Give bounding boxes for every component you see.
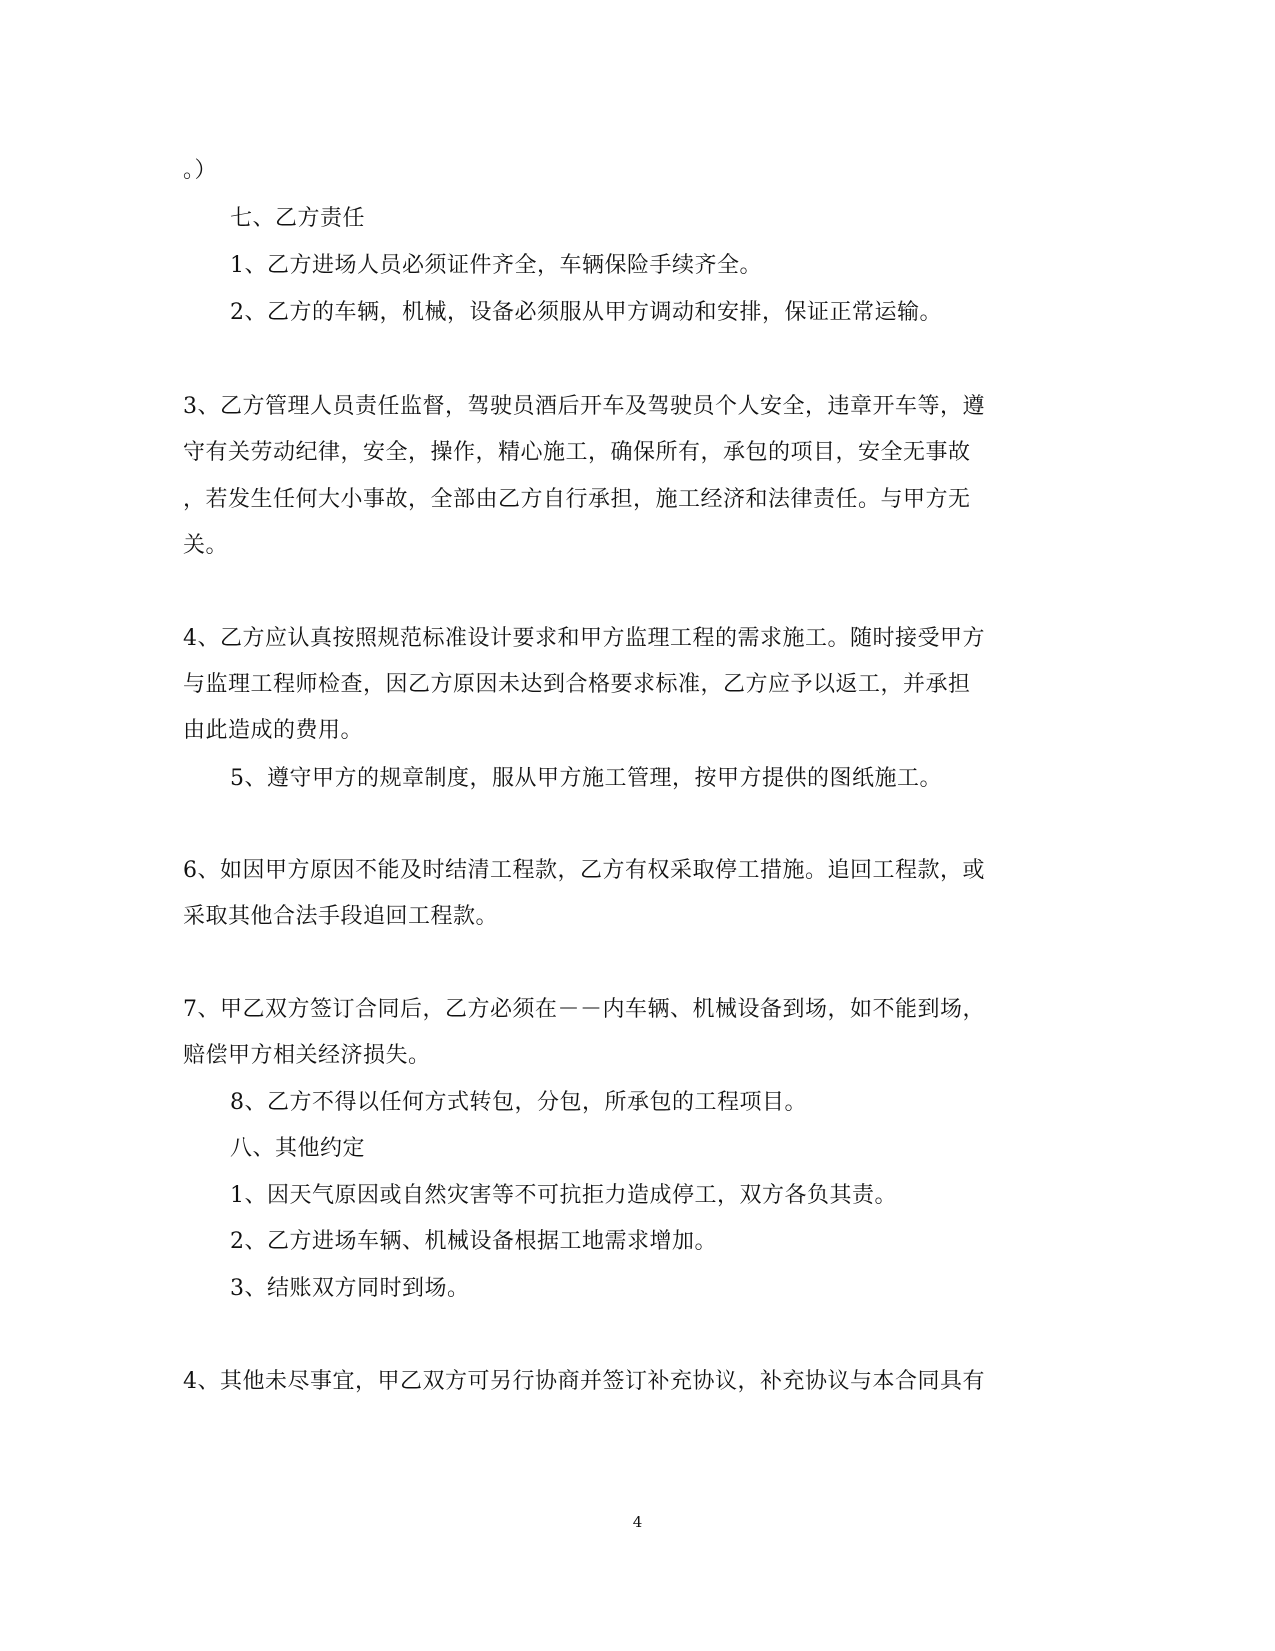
text-line: 2、乙方进场车辆、机械设备根据工地需求增加。 <box>230 1229 717 1254</box>
text-line: 由此造成的费用。 <box>183 718 364 743</box>
text-line: 采取其他合法手段追回工程款。 <box>183 904 499 929</box>
page-number: 4 <box>632 1513 643 1531</box>
text-line: 3、乙方管理人员责任监督，驾驶员酒后开车及驾驶员个人安全，违章开车等，遵 <box>183 394 985 419</box>
text-line: 1、乙方进场人员必须证件齐全，车辆保险手续齐全。 <box>230 253 762 278</box>
text-line: 7、甲乙双方签订合同后，乙方必须在－－内车辆、机械设备到场，如不能到场， <box>183 997 985 1022</box>
text-line: ，若发生任何大小事故，全部由乙方自行承担，施工经济和法律责任。与甲方无 <box>183 487 971 512</box>
text-line: 赔偿甲方相关经济损失。 <box>183 1043 431 1068</box>
text-line: 8、乙方不得以任何方式转包，分包，所承包的工程项目。 <box>230 1090 807 1115</box>
text-line: 关。 <box>183 533 229 558</box>
text-line: 守有关劳动纪律，安全，操作，精心施工，确保所有，承包的项目，安全无事故 <box>183 440 971 465</box>
text-line: 与监理工程师检查，因乙方原因未达到合格要求标准，乙方应予以返工，并承担 <box>183 672 971 697</box>
text-line: 6、如因甲方原因不能及时结清工程款，乙方有权采取停工措施。追回工程款，或 <box>183 858 985 883</box>
text-line: 4、其他未尽事宜，甲乙双方可另行协商并签订补充协议，补充协议与本合同具有 <box>183 1369 985 1394</box>
text-line: 4、乙方应认真按照规范标准设计要求和甲方监理工程的需求施工。随时接受甲方 <box>183 626 985 651</box>
text-line-continuation: 。） <box>183 158 218 183</box>
text-line: 3、结账双方同时到场。 <box>230 1276 470 1301</box>
section-heading-other-agreements: 八、其他约定 <box>230 1136 366 1161</box>
text-line: 1、因天气原因或自然灾害等不可抗拒力造成停工，双方各负其责。 <box>230 1183 897 1208</box>
section-heading-party-b-responsibility: 七、乙方责任 <box>230 206 366 231</box>
text-line: 5、遵守甲方的规章制度，服从甲方施工管理，按甲方提供的图纸施工。 <box>230 766 942 791</box>
text-line: 2、乙方的车辆，机械，设备必须服从甲方调动和安排，保证正常运输。 <box>230 300 942 325</box>
